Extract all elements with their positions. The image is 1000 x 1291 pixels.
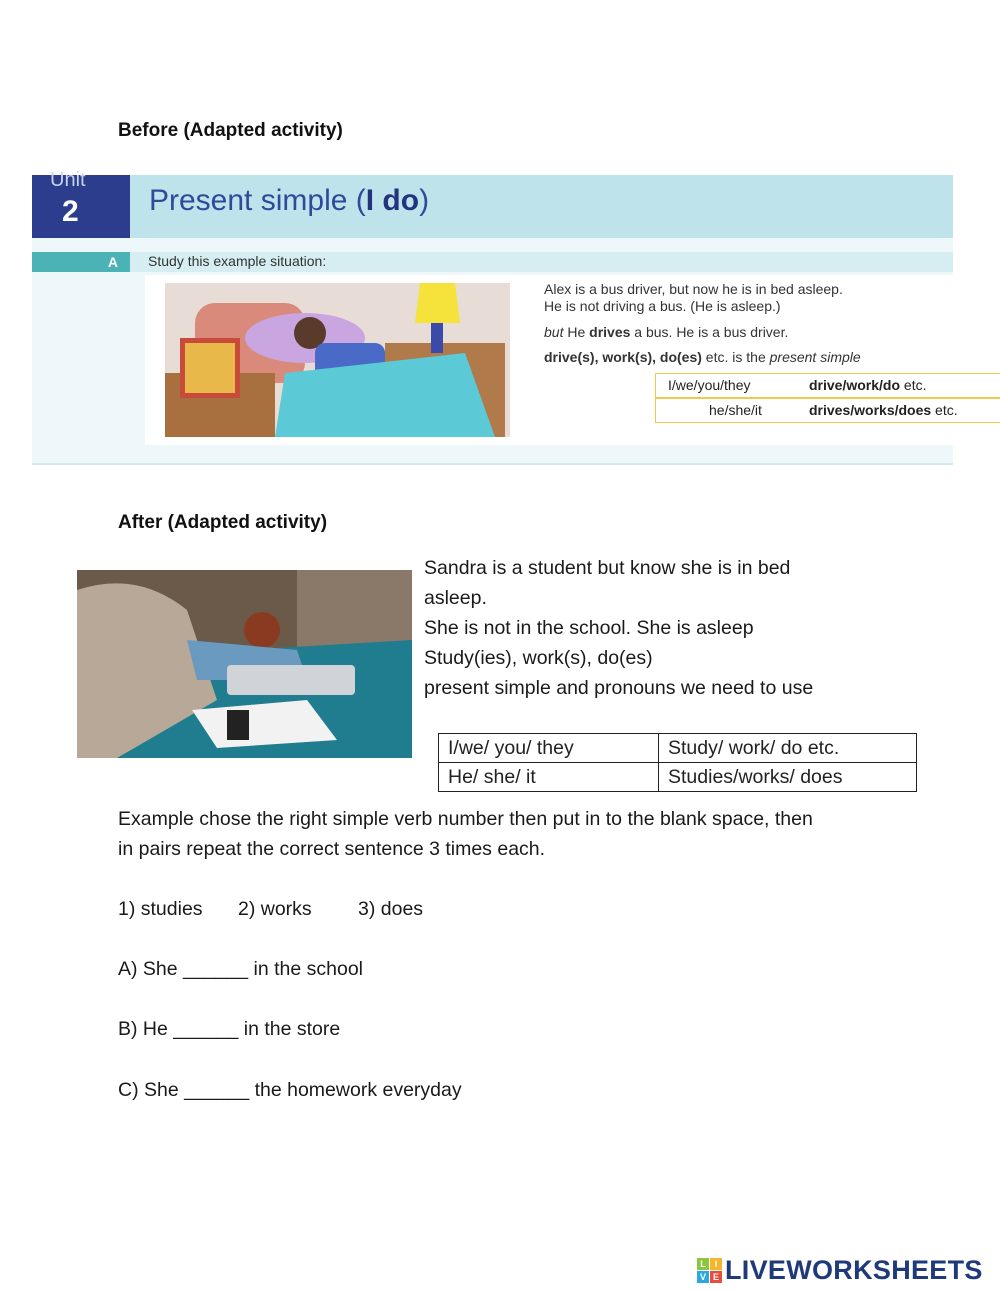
table-row xyxy=(439,763,917,792)
sleeping-student-photo xyxy=(77,570,412,758)
paragraph-line: present simple and pronouns we need to use xyxy=(424,677,814,699)
example-line-1: Alex is a bus driver, but now he is in bed asleep. xyxy=(544,281,843,297)
textbook-table-row: he/she/it drives/works/does etc. xyxy=(655,398,1000,423)
section-badge: A xyxy=(32,252,130,272)
before-heading: Before (Adapted activity) xyxy=(118,120,343,141)
example-line-2: He is not driving a bus. (He is asleep.) xyxy=(544,298,781,314)
instructions-line: in pairs repeat the correct sentence 3 times each. xyxy=(118,838,546,860)
unit-number: 2 xyxy=(62,195,79,228)
table-cell: Study/ work/ do etc. xyxy=(659,734,917,763)
question-c[interactable]: C) She ______ the homework everyday xyxy=(118,1079,462,1101)
option: 3) does xyxy=(358,898,424,920)
sleeping-man-illustration xyxy=(165,283,510,437)
paragraph-line: Study(ies), work(s), do(es) xyxy=(424,647,653,669)
after-heading: After (Adapted activity) xyxy=(118,512,328,533)
paragraph-line: asleep. xyxy=(424,587,487,609)
section-row xyxy=(32,252,953,272)
unit-label: Unit xyxy=(50,169,86,191)
table-row xyxy=(439,734,917,763)
example-panel xyxy=(145,275,958,445)
table-cell: He/ she/ it xyxy=(439,763,659,792)
instructions-line: Example chose the right simple verb number then put in to the blank space, then xyxy=(118,808,813,830)
study-prompt: Study this example situation: xyxy=(148,253,327,269)
option: 1) studies xyxy=(118,898,203,920)
paragraph-line: Sandra is a student but know she is in bed xyxy=(424,557,791,579)
question-a[interactable]: A) She ______ in the school xyxy=(118,958,364,980)
logo-text: LIVEWORKSHEETS xyxy=(725,1255,983,1285)
textbook-table-row: I/we/you/they drive/work/do etc. xyxy=(655,373,1000,398)
textbook-excerpt xyxy=(32,169,958,465)
logo-tiles-icon: L I V E xyxy=(697,1258,722,1283)
pronoun-verb-table xyxy=(438,733,917,792)
table-cell: I/we/ you/ they xyxy=(439,734,659,763)
title-bar xyxy=(32,169,953,238)
question-b[interactable]: B) He ______ in the store xyxy=(118,1018,341,1040)
liveworksheets-logo xyxy=(697,1255,983,1286)
table-cell: Studies/works/ does xyxy=(659,763,917,792)
example-line-4: drive(s), work(s), do(es) etc. is the present simple xyxy=(544,349,861,365)
paragraph-line: She is not in the school. She is asleep xyxy=(424,617,754,639)
example-line-3: but He drives a bus. He is a bus driver. xyxy=(544,324,789,340)
unit-badge xyxy=(32,169,130,238)
option: 2) works xyxy=(238,898,312,920)
unit-title: Present simple (I do) xyxy=(149,184,430,217)
